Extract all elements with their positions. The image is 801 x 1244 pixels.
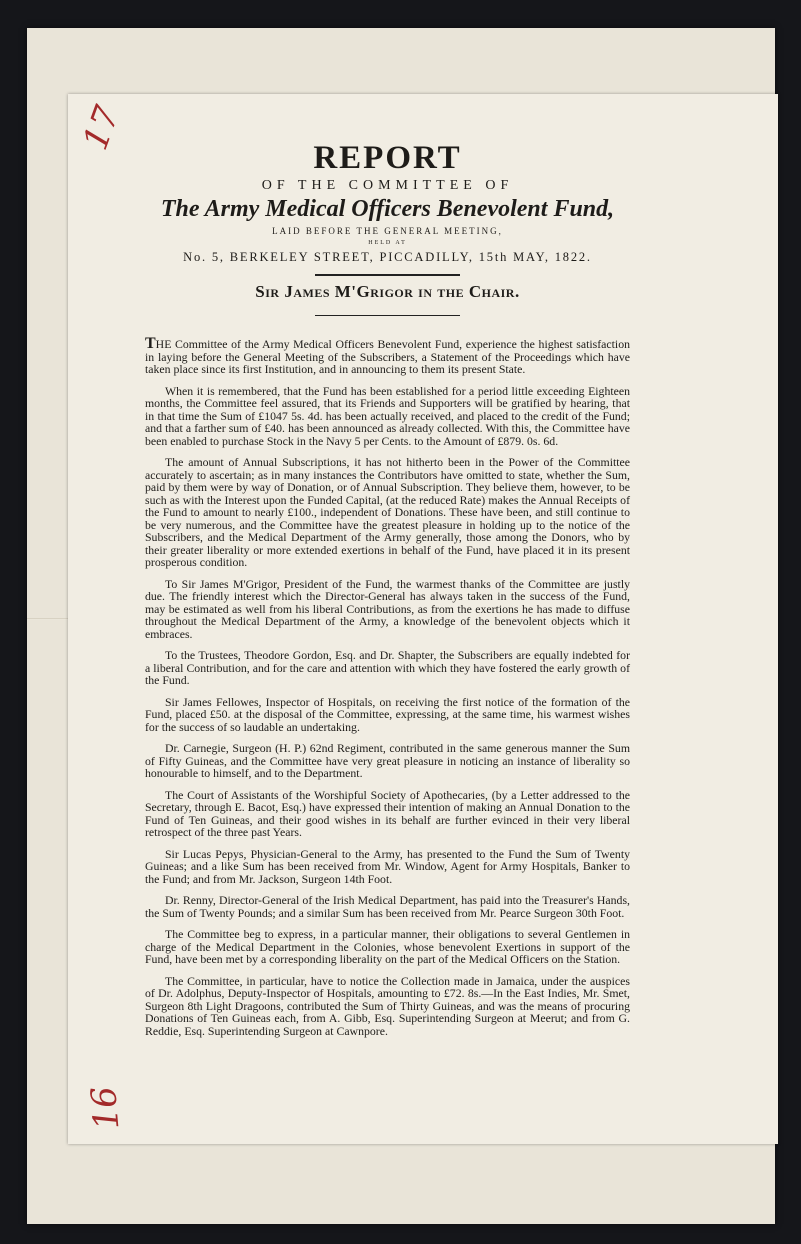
report-document xyxy=(145,140,630,1046)
paragraph-pepys: Sir Lucas Pepys, Physician-General to the Army, has presented to the Fund the Sum of Twenty Guineas; and a like Sum has been received from Mr. Window, Agent for Army Hospitals, Banker to the Fund; and from Mr. Jackson, Surgeon 14th Foot. xyxy=(145,846,630,886)
paragraph-funds: When it is remembered, that the Fund has been established for a period little exceeding Eighteen months, the Committee feel assured, that its Friends and Supporters will be gratified by hearing, that in that time the Sum of £1047 5s. 4d. has been actually received, and placed to the credit of the Fund; and that a farther sum of £40. has been announced as already collected. With this, the Committee have been enabled to purchase Stock in the Navy 5 per Cents. to the Amount of £879. 0s. 6d. xyxy=(145,383,630,448)
meeting-line: LAID BEFORE THE GENERAL MEETING, xyxy=(272,226,503,236)
paragraph-renny: Dr. Renny, Director-General of the Irish Medical Department, has paid into the Treasurer's Hands, the Sum of Twenty Pounds; and a similar Sum has been received from Mr. Pearce Surgeon 30th Foot. xyxy=(145,893,630,920)
paragraph-apothecaries: The Court of Assistants of the Worshipful Society of Apothecaries, (by a Letter addressed to the Secretary, through E. Bacot, Esq.) have expressed their intention of making an Annual Donation to the Fund of Ten Guineas, and their good wishes in its behalf are further evinced in their very liberal retrospect of the three past Years. xyxy=(145,787,630,839)
paragraph-jamaica: The Committee, in particular, have to notice the Collection made in Jamaica, under the auspices of Dr. Adolphus, Deputy-Inspector of Hospitals, amounting to £72. 8s.—In the East Indies, Mr. Smet, Surgeon 8th Light Dragoons, contributed the Sum of Thirty Guineas, and was the means of procuring Donations of Ten Guineas each, from A. Gibb, Esq. Superintending Surgeon at Meerut; and from G. Reddie, Esq. Superintending Surgeon at Cawnpore. xyxy=(145,973,630,1038)
held-at-line: HELD AT xyxy=(368,240,407,246)
paragraph-colonies: The Committee beg to express, in a particular manner, their obligations to several Gentlemen in charge of the Medical Department in the Colonies, whose benevolent Exertions in support of the Fund, have been met by a corresponding liberality on the part of the Medical Officers on the Station. xyxy=(145,927,630,966)
paragraph-president: To Sir James M'Grigor, President of the Fund, the warmest thanks of the Committee are justly due. The friendly interest which the Director-General has always taken in the success of the Fund, may be estimated as well from his liberal Contributions, as from the exertions he has made to diffuse throughout the Medical Department of the Army, a knowledge of the benevolent objects which it embraces. xyxy=(145,576,630,641)
page-number-annotation-top: 17 xyxy=(75,100,128,156)
chair-line: Sir James M'Grigor in the Chair. xyxy=(255,282,520,301)
drop-cap: T xyxy=(145,335,156,352)
chair-rule xyxy=(315,315,460,316)
page-number-annotation-bottom: 16 xyxy=(83,1084,128,1132)
address-line: No. 5, BERKELEY STREET, PICCADILLY, 15th MAY, 1822. xyxy=(183,250,592,264)
paragraph-subscriptions: The amount of Annual Subscriptions, it has not hitherto been in the Power of the Committee accurately to ascertain; as in many instances the Contributors have omitted to state, whether the Sum, paid by them were by way of Donation, or of Annual Subscription. They believe them, however, to be such as with the Interest upon the Funded Capital, (at the reduced Rate) makes the Annual Receipts of the Fund to amount to nearly £100., independent of Donations. These have been, and still continue to be very numerous, and the Committee have the greatest pleasure in holding up to the notice of the Subscribers, and the Medical Department of the Army generally, those among the Donors, who by their greater liberality or more extended exertions in behalf of the Fund, have placed it in its present prosperous condition. xyxy=(145,455,630,569)
paragraph-fellowes: Sir James Fellowes, Inspector of Hospitals, on receiving the first notice of the formation of the Fund, placed £50. at the disposal of the Committee, expressing, at the same time, his warmest wishes for the success of so laudable an undertaking. xyxy=(145,694,630,734)
report-body xyxy=(145,335,630,1038)
report-subtitle: OF THE COMMITTEE OF xyxy=(261,178,514,193)
report-title: REPORT xyxy=(313,140,462,176)
paragraph-intro: THE Committee of the Army Medical Officers Benevolent Fund, experience the highest satisfaction in laying before the General Meeting of the Subscribers, a Statement of the Proceedings which have taken place since its first Institution, and in announcing to them its present State. xyxy=(145,335,630,376)
paragraph-carnegie: Dr. Carnegie, Surgeon (H. P.) 62nd Regiment, contributed in the same generous manner the Sum of Fifty Guineas, and the Committee have very great pleasure in noticing an instance of liberality so honourable to himself, and to the Department. xyxy=(145,741,630,780)
fund-title: The Army Medical Officers Benevolent Fund, xyxy=(160,196,615,222)
paragraph-trustees: To the Trustees, Theodore Gordon, Esq. and Dr. Shapter, the Subscribers are equally indebted for a liberal Contribution, and for the care and attention with which they have fostered the early growth of the Fund. xyxy=(145,648,630,687)
title-rule xyxy=(315,274,460,276)
